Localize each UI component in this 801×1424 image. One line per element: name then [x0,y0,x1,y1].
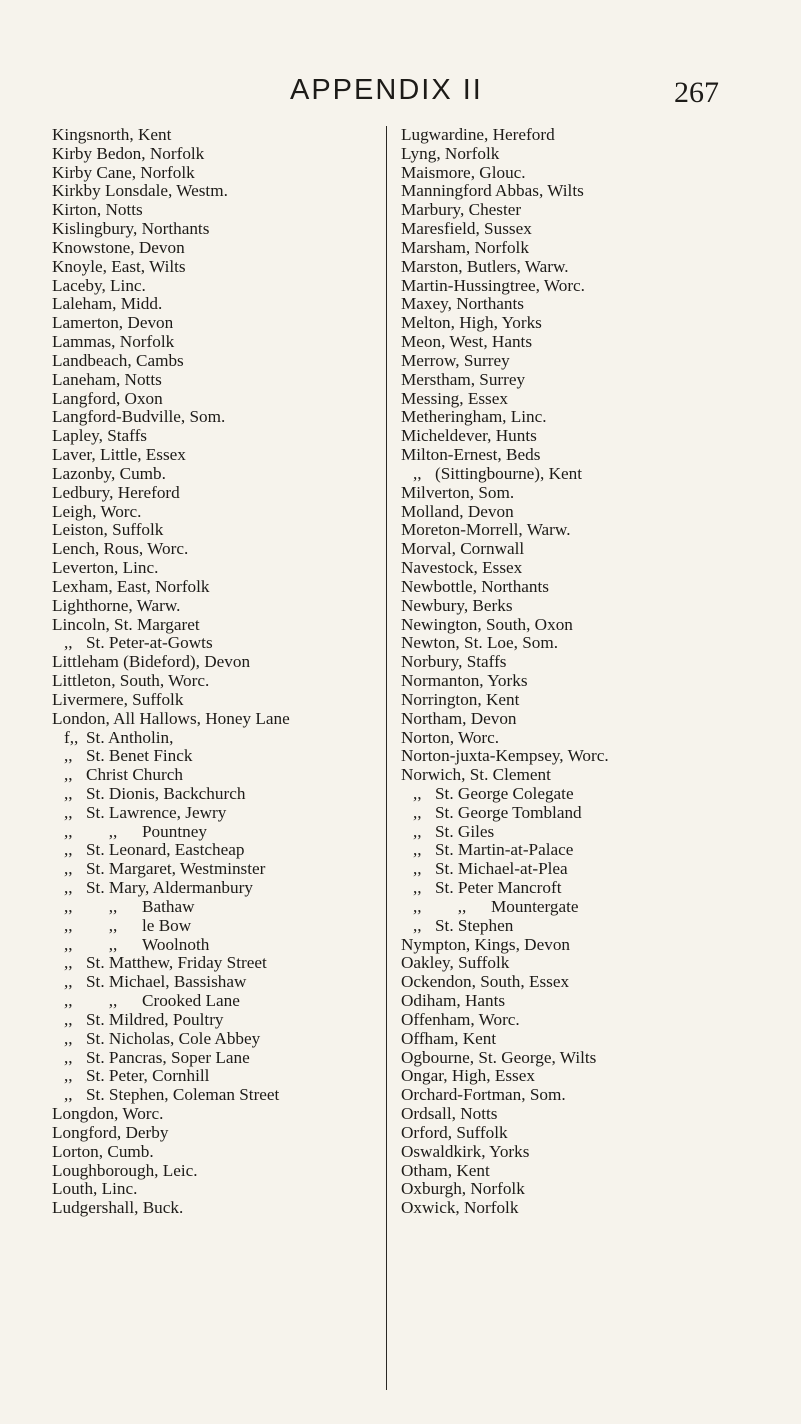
entry-text: Longdon, Worc. [52,1104,164,1124]
index-entry [52,954,372,973]
entry-text: St. Martin-at-Palace [435,840,574,860]
index-entry [401,201,796,220]
index-entry [401,785,796,804]
index-entry [52,333,372,352]
index-entry [52,672,372,691]
index-entry [52,973,372,992]
ditto-mark: ,, [413,878,422,898]
entry-text: Oxwick, Norfolk [401,1198,519,1218]
ditto-mark: ,, [64,746,73,766]
entry-text: Lench, Rous, Worc. [52,539,189,559]
index-entry [52,804,372,823]
index-entry [401,220,796,239]
index-entry [52,427,372,446]
ditto-mark: ,, [108,896,118,916]
index-entry [52,1049,372,1068]
entry-text: St. Peter, Cornhill [86,1066,210,1086]
entry-text: Woolnoth [142,934,210,954]
index-entry [401,879,796,898]
entry-text: Lamerton, Devon [52,313,174,333]
entry-text: Maresfield, Sussex [401,219,532,239]
index-entry [52,145,372,164]
ditto-mark: ,, [64,1028,73,1048]
index-entry [401,559,796,578]
ditto-mark: ,, [64,915,73,935]
entry-text: St. Dionis, Backchurch [86,783,246,803]
entry-text: Loughborough, Leic. [52,1160,198,1180]
entry-text: Maismore, Glouc. [401,162,526,182]
index-entry [52,1030,372,1049]
running-title: APPENDIX II [290,74,483,106]
ditto-mark: ,, [64,802,73,822]
entry-text: Milton-Ernest, Beds [401,445,541,465]
entry-text: Meon, West, Hants [401,332,533,352]
entry-text: Orford, Suffolk [401,1122,508,1142]
entry-text: Otham, Kent [401,1160,490,1180]
index-entry [52,314,372,333]
index-entry [401,352,796,371]
index-entry [52,578,372,597]
index-entry [401,898,796,917]
index-entry [401,427,796,446]
entry-text: Laleham, Midd. [52,294,163,314]
index-entry [52,559,372,578]
entry-text: Oswaldkirk, Yorks [401,1141,530,1161]
ditto-mark: ,, [64,1066,73,1086]
entry-text: Nympton, Kings, Devon [401,934,571,954]
entry-text: Kislingbury, Northants [52,219,210,239]
index-entry [52,126,372,145]
index-entry [401,390,796,409]
ditto-mark: ,, [108,991,118,1011]
entry-text: Leverton, Linc. [52,558,159,578]
entry-text: Morval, Cornwall [401,539,525,559]
index-entry [401,634,796,653]
entry-text: Ockendon, South, Essex [401,972,570,992]
entry-text: St. Antholin, [86,727,174,747]
index-entry [52,1105,372,1124]
entry-text: Marsham, Norfolk [401,237,529,257]
entry-text: Lighthorne, Warw. [52,595,181,615]
index-entry [401,653,796,672]
entry-text: Crooked Lane [142,991,240,1011]
entry-text: St. George Tombland [435,802,582,822]
entry-text: Newbottle, Northants [401,576,549,596]
entry-text: Leiston, Suffolk [52,520,164,540]
entry-text: Odiham, Hants [401,991,506,1011]
entry-text: Norton-juxta-Kempsey, Worc. [401,746,609,766]
index-entry [52,710,372,729]
entry-text: Martin-Hussingtree, Worc. [401,275,585,295]
entry-text: St. Michael, Bassishaw [86,972,247,992]
entry-text: Lyng, Norfolk [401,143,500,163]
index-entry [401,954,796,973]
entry-text: Lapley, Staffs [52,426,147,446]
index-entry [401,804,796,823]
index-entry [52,597,372,616]
index-entry [401,860,796,879]
entry-text: Laneham, Notts [52,369,162,389]
index-entry [401,691,796,710]
index-entry [52,1067,372,1086]
ditto-mark: ,, [457,896,467,916]
entry-text: Livermere, Suffolk [52,689,184,709]
entry-text: Longford, Derby [52,1122,169,1142]
entry-text: St. Pancras, Soper Lane [86,1047,250,1067]
entry-text: Lexham, East, Norfolk [52,576,210,596]
ditto-mark: ,, [64,878,73,898]
entry-text: Normanton, Yorks [401,671,528,691]
index-entry [52,823,372,842]
entry-text: Leigh, Worc. [52,501,142,521]
index-entry [52,1162,372,1181]
index-entry [52,1086,372,1105]
entry-text: Langford, Oxon [52,388,163,408]
entry-text: Kirton, Notts [52,200,143,220]
entry-text: St. Stephen [435,915,514,935]
ditto-mark: ,, [413,840,422,860]
entry-text: St. Peter Mancroft [435,878,562,898]
entry-text: Landbeach, Cambs [52,350,184,370]
entry-text: Pountney [142,821,207,841]
index-entry [401,766,796,785]
index-entry [52,691,372,710]
index-entry [52,503,372,522]
entry-text: Oxburgh, Norfolk [401,1179,525,1199]
entry-text: Lugwardine, Hereford [401,125,555,144]
entry-text: St. Mildred, Poultry [86,1009,224,1029]
index-entry [52,860,372,879]
entry-text: Kirby Bedon, Norfolk [52,143,205,163]
index-entry [401,1199,796,1218]
entry-text: Milverton, Som. [401,482,515,502]
index-entry [52,1124,372,1143]
index-entry [52,1011,372,1030]
index-entry [401,333,796,352]
entry-text: Newington, South, Oxon [401,614,573,634]
entry-text: Marston, Butlers, Warw. [401,256,569,276]
index-entry [401,1124,796,1143]
index-entry [401,314,796,333]
entry-text: London, All Hallows, Honey Lane [52,708,290,728]
index-entry [401,1180,796,1199]
ditto-mark: ,, [108,821,118,841]
entry-text: Kingsnorth, Kent [52,125,172,144]
entry-text: Metheringham, Linc. [401,407,547,427]
entry-text: St. Giles [435,821,495,841]
entry-text: St. Benet Finck [86,746,193,766]
ditto-mark: ,, [413,859,422,879]
index-entry [401,1086,796,1105]
index-entry [401,465,796,484]
index-entry [401,277,796,296]
ditto-mark: ,, [413,802,422,822]
ditto-mark: ,, [108,934,118,954]
index-entry [52,1180,372,1199]
index-entry [52,1199,372,1218]
entry-text: St. Lawrence, Jewry [86,802,227,822]
index-entry [52,936,372,955]
ditto-mark: ,, [64,934,73,954]
ditto-mark: ,, [413,821,422,841]
index-entry [401,936,796,955]
index-entry [401,182,796,201]
entry-text: Ledbury, Hereford [52,482,180,502]
index-entry [52,408,372,427]
index-entry [52,295,372,314]
index-entry [52,1143,372,1162]
index-entry [52,785,372,804]
index-entry [401,239,796,258]
index-entry [52,220,372,239]
entry-text: Bathaw [142,896,195,916]
ditto-mark: ,, [64,953,73,973]
entry-text: St. Peter-at-Gowts [86,633,213,653]
ditto-mark: ,, [413,783,422,803]
entry-text: Norton, Worc. [401,727,500,747]
index-entry [401,747,796,766]
index-entry [52,540,372,559]
index-entry [52,201,372,220]
entry-text: St. Nicholas, Cole Abbey [86,1028,261,1048]
index-entry [401,823,796,842]
entry-text: Norwich, St. Clement [401,765,551,785]
entry-text: Louth, Linc. [52,1179,138,1199]
ditto-mark: ,, [64,1047,73,1067]
index-entry [401,258,796,277]
index-entry [401,616,796,635]
page-number: 267 [674,76,719,109]
index-entry [52,484,372,503]
ditto-mark: ,, [413,896,422,916]
index-entry [52,521,372,540]
entry-text: Newbury, Berks [401,595,513,615]
index-entry [52,898,372,917]
index-entry [52,766,372,785]
ditto-mark: f,, [64,727,79,747]
index-entry [401,1105,796,1124]
index-entry [52,239,372,258]
index-entry [401,1067,796,1086]
entry-text: Lammas, Norfolk [52,332,175,352]
ditto-mark: ,, [64,840,73,860]
ditto-mark: ,, [413,463,422,483]
entry-text: Offham, Kent [401,1028,497,1048]
index-entry [401,973,796,992]
index-entry [401,1030,796,1049]
entry-text: Ongar, High, Essex [401,1066,535,1086]
entry-text: Oakley, Suffolk [401,953,510,973]
index-entry [52,729,372,748]
index-entry [401,295,796,314]
index-entry [401,484,796,503]
entry-text: Offenham, Worc. [401,1009,520,1029]
ditto-mark: ,, [64,821,73,841]
entry-text: Manningford Abbas, Wilts [401,181,584,201]
entry-text: Newton, St. Loe, Som. [401,633,559,653]
entry-text: Molland, Devon [401,501,514,521]
index-entry [52,258,372,277]
entry-text: Ludgershall, Buck. [52,1198,184,1218]
entry-text: Norrington, Kent [401,689,520,709]
entry-text: St. Mary, Aldermanbury [86,878,253,898]
entry-text: (Sittingbourne), Kent [435,463,583,483]
page-header [0,74,801,114]
entry-text: St. Matthew, Friday Street [86,953,267,973]
index-entry [401,917,796,936]
index-entry [52,277,372,296]
index-entry [401,521,796,540]
entry-text: Northam, Devon [401,708,517,728]
index-entry [401,597,796,616]
index-entry [52,616,372,635]
entry-text: Melton, High, Yorks [401,313,542,333]
ditto-mark: ,, [64,896,73,916]
entry-text: Langford-Budville, Som. [52,407,226,427]
index-entry [401,841,796,860]
ditto-mark: ,, [64,859,73,879]
entry-text: Mountergate [491,896,579,916]
index-entry [401,729,796,748]
index-entry [401,1049,796,1068]
index-entry [401,126,796,145]
entry-text: le Bow [142,915,192,935]
index-entry [401,672,796,691]
ditto-mark: ,, [64,783,73,803]
index-entry [401,710,796,729]
entry-text: St. Stephen, Coleman Street [86,1085,280,1105]
entry-text: Ordsall, Notts [401,1104,498,1124]
entry-text: Lorton, Cumb. [52,1141,154,1161]
index-entry [52,879,372,898]
entry-text: St. Margaret, Westminster [86,859,266,879]
ditto-mark: ,, [64,972,73,992]
entry-text: Messing, Essex [401,388,508,408]
right-column [386,126,796,1390]
entry-text: Christ Church [86,765,183,785]
entry-text: Littleton, South, Worc. [52,671,210,691]
ditto-mark: ,, [64,765,73,785]
index-entry [401,371,796,390]
ditto-mark: ,, [108,915,118,935]
entry-text: Laver, Little, Essex [52,445,186,465]
ditto-mark: ,, [64,1009,73,1029]
index-entry [52,352,372,371]
ditto-mark: ,, [64,1085,73,1105]
entry-text: St. George Colegate [435,783,574,803]
entry-text: Norbury, Staffs [401,652,507,672]
index-entry [52,634,372,653]
index-entry [52,371,372,390]
index-entry [52,182,372,201]
entry-text: Kirkby Lonsdale, Westm. [52,181,228,201]
entry-text: Moreton-Morrell, Warw. [401,520,571,540]
index-entry [52,446,372,465]
entry-text: Maxey, Northants [401,294,524,314]
index-entry [52,917,372,936]
entry-text: Merstham, Surrey [401,369,526,389]
ditto-mark: ,, [413,915,422,935]
entry-text: Laceby, Linc. [52,275,146,295]
left-column [52,126,372,1218]
index-entry [52,653,372,672]
entry-text: Ogbourne, St. George, Wilts [401,1047,597,1067]
index-entry [52,841,372,860]
entry-text: Littleham (Bideford), Devon [52,652,251,672]
ditto-mark: ,, [64,633,73,653]
ditto-mark: ,, [64,991,73,1011]
entry-text: Micheldever, Hunts [401,426,537,446]
index-entry [401,446,796,465]
index-entry [401,1143,796,1162]
index-entry [401,408,796,427]
entry-text: Orchard-Fortman, Som. [401,1085,566,1105]
index-entry [401,540,796,559]
entry-text: Lazonby, Cumb. [52,463,166,483]
entry-text: St. Leonard, Eastcheap [86,840,245,860]
index-entry [401,164,796,183]
entry-text: St. Michael-at-Plea [435,859,568,879]
index-entry [52,390,372,409]
entry-text: Lincoln, St. Margaret [52,614,200,634]
index-entry [52,164,372,183]
entry-text: Navestock, Essex [401,558,523,578]
index-entry [52,747,372,766]
index-entry [52,992,372,1011]
entry-text: Knoyle, East, Wilts [52,256,186,276]
index-entry [401,992,796,1011]
index-entry [401,1162,796,1181]
entry-text: Kirby Cane, Norfolk [52,162,195,182]
entry-text: Merrow, Surrey [401,350,510,370]
index-entry [52,465,372,484]
index-entry [401,578,796,597]
index-entry [401,145,796,164]
entry-text: Marbury, Chester [401,200,522,220]
index-entry [401,503,796,522]
entry-text: Knowstone, Devon [52,237,185,257]
index-entry [401,1011,796,1030]
